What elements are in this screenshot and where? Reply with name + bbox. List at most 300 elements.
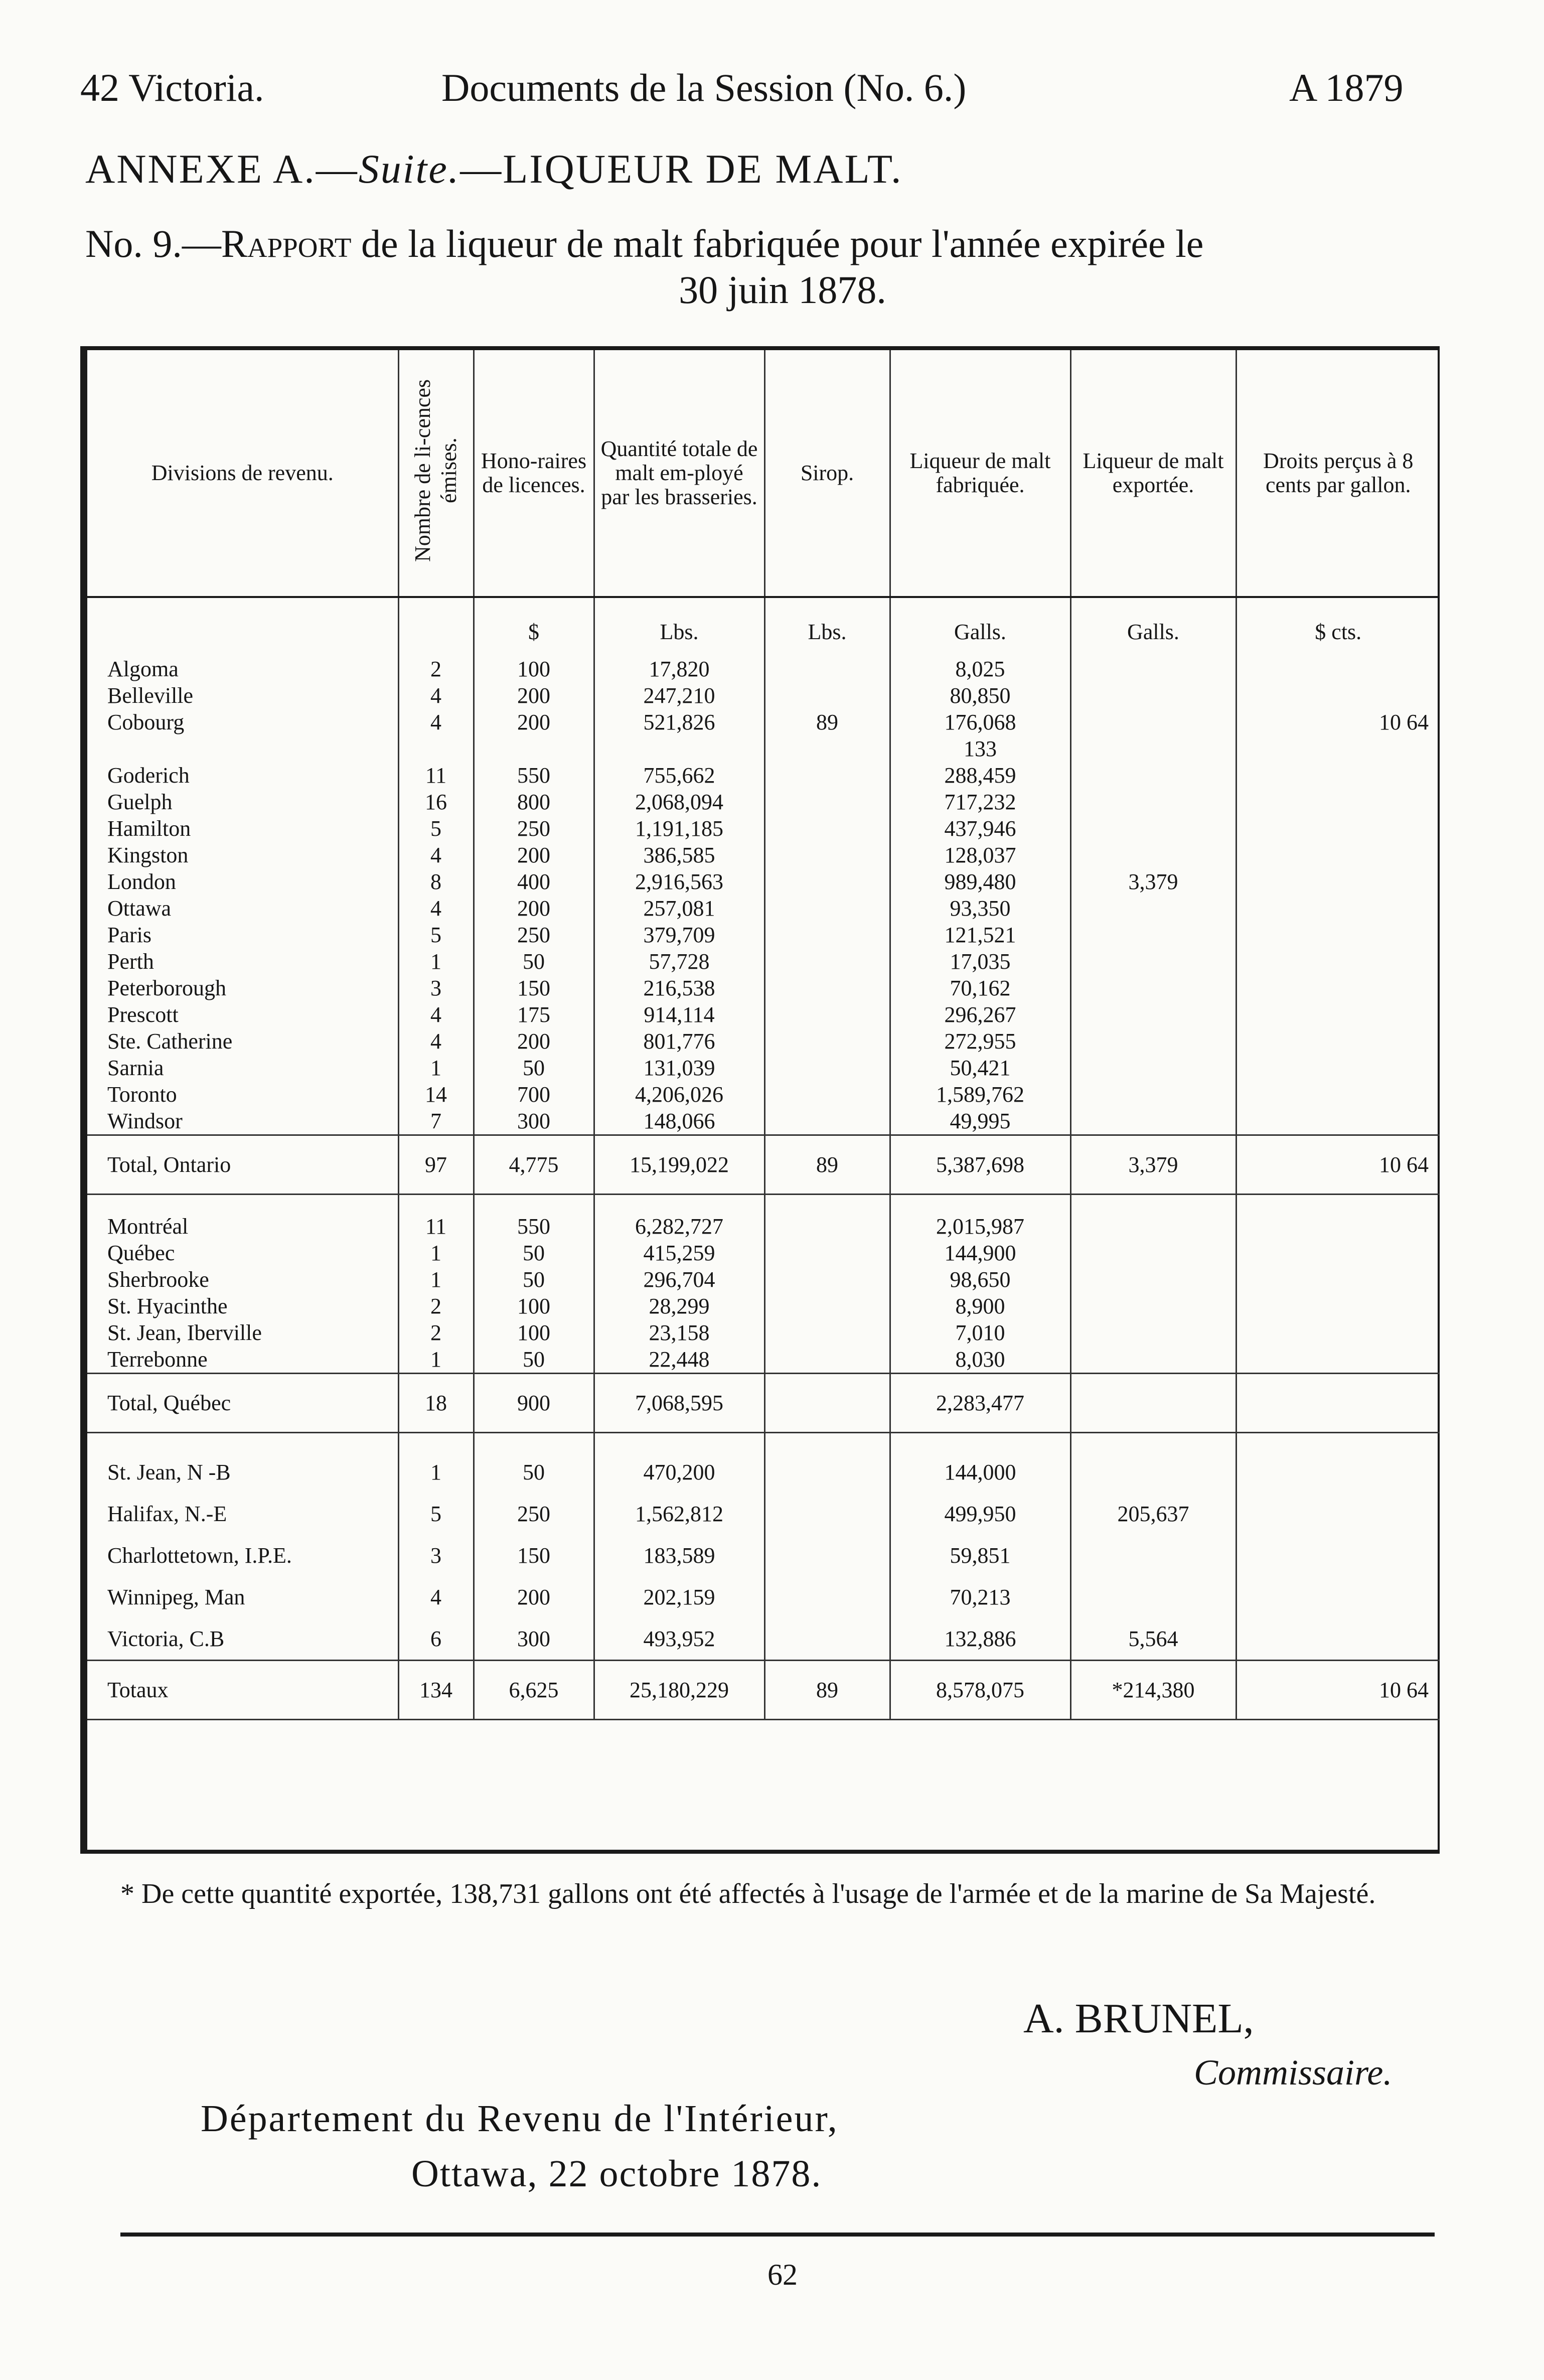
cell-duties [1236,1535,1440,1576]
cell-liquor: 8,030 [890,1346,1070,1374]
cell-malt: 415,259 [594,1240,764,1266]
cell-licences: 5 [398,1493,474,1535]
table-row [87,1240,1440,1266]
page-number: 62 [767,2258,798,2291]
cell-fees: 250 [474,922,594,948]
table-row [87,762,1440,789]
cell-fees: 550 [474,762,594,789]
cell-exported [1070,1374,1236,1433]
cell-malt: 386,585 [594,842,764,868]
table-row [87,948,1440,975]
cell-duties [1236,1346,1440,1374]
cell-liquor: 80,850 [890,682,1070,709]
cell-division: Kingston [87,842,398,868]
cell-syrup: 89 [764,709,890,735]
cell-liquor: 272,955 [890,1028,1070,1055]
table-row [87,1213,1440,1240]
cell-exported [1070,1535,1236,1576]
table-body [87,597,1440,1720]
cell-division: Algoma [87,656,398,682]
cell-exported [1070,1319,1236,1346]
cell-liquor: 128,037 [890,842,1070,868]
cell-syrup [764,922,890,948]
cell-division: Charlottetown, I.P.E. [87,1535,398,1576]
cell-malt: 379,709 [594,922,764,948]
cell-syrup [764,1001,890,1028]
cell-licences: 1 [398,1266,474,1293]
cell-duties [1236,1213,1440,1240]
cell-liquor: 717,232 [890,789,1070,815]
cell-licences: 8 [398,868,474,895]
cell-exported [1070,895,1236,922]
cell-syrup: 89 [764,1135,890,1195]
cell-exported: *214,380 [1070,1661,1236,1720]
cell-licences: 7 [398,1108,474,1135]
cell-exported [1070,1081,1236,1108]
cell-exported [1070,709,1236,735]
cell-duties [1236,682,1440,709]
annex-title-suite: Suite. [358,146,460,192]
cell-duties [1236,842,1440,868]
col-header-liquor: Liqueur de malt fabriquée. [890,350,1070,597]
table-row [87,735,1440,762]
table-row [87,682,1440,709]
cell-licences: 1 [398,1240,474,1266]
cell-syrup [764,895,890,922]
cell-syrup [764,868,890,895]
cell-exported [1070,656,1236,682]
malt-liquor-table [80,346,1440,1854]
cell-division: Windsor [87,1108,398,1135]
cell-division: Prescott [87,1001,398,1028]
cell-liquor: 132,886 [890,1618,1070,1661]
cell-division: Goderich [87,762,398,789]
annex-title-a: ANNEXE A.— [85,146,359,192]
cell-malt: 521,826 [594,709,764,735]
cell-exported [1070,1266,1236,1293]
cell-liquor: 2,283,477 [890,1374,1070,1433]
cell-fees: 250 [474,815,594,842]
cell-duties [1236,1108,1440,1135]
cell-liquor: 2,015,987 [890,1213,1070,1240]
table-row [87,922,1440,948]
cell-malt: 22,448 [594,1346,764,1374]
cell-division: Total, Ontario [87,1135,398,1195]
cell-liquor: 17,035 [890,948,1070,975]
cell-duties [1236,922,1440,948]
cell-exported: 3,379 [1070,868,1236,895]
table-row [87,1493,1440,1535]
cell-liquor: 176,068 [890,709,1070,735]
cell-fees [474,735,594,762]
cell-duties [1236,1266,1440,1293]
cell-malt: 25,180,229 [594,1661,764,1720]
cell-malt: 6,282,727 [594,1213,764,1240]
cell-malt: 1,191,185 [594,815,764,842]
cell-division: Guelph [87,789,398,815]
cell-liquor: 8,025 [890,656,1070,682]
cell-duties [1236,1319,1440,1346]
cell-licences: 1 [398,1055,474,1081]
unit-malt: Lbs. [594,597,764,656]
cell-division: Totaux [87,1661,398,1720]
table-row [87,868,1440,895]
table-row [87,1293,1440,1319]
cell-malt: 15,199,022 [594,1135,764,1195]
cell-duties: 10 64 [1236,1661,1440,1720]
cell-liquor: 296,267 [890,1001,1070,1028]
cell-licences: 2 [398,1319,474,1346]
cell-division: Cobourg [87,709,398,735]
cell-licences: 2 [398,1293,474,1319]
cell-exported [1070,735,1236,762]
report-title [85,221,1450,313]
cell-liquor: 1,589,762 [890,1081,1070,1108]
header-session-year: 42 Victoria. [80,66,264,109]
cell-syrup [764,682,890,709]
cell-licences: 3 [398,975,474,1001]
cell-licences: 5 [398,815,474,842]
table-row [87,1081,1440,1108]
cell-liquor: 133 [890,735,1070,762]
cell-division: Hamilton [87,815,398,842]
cell-fees: 200 [474,709,594,735]
cell-licences: 2 [398,656,474,682]
cell-malt: 755,662 [594,762,764,789]
cell-duties [1236,1451,1440,1493]
cell-duties [1236,1493,1440,1535]
cell-fees: 250 [474,1493,594,1535]
cell-liquor: 93,350 [890,895,1070,922]
cell-licences: 4 [398,709,474,735]
cell-malt: 2,916,563 [594,868,764,895]
cell-exported [1070,815,1236,842]
unit-liquor: Galls. [890,597,1070,656]
cell-syrup [764,1374,890,1433]
cell-liquor: 70,213 [890,1576,1070,1618]
cell-syrup [764,1028,890,1055]
cell-malt: 202,159 [594,1576,764,1618]
cell-syrup [764,1240,890,1266]
table-row [87,975,1440,1001]
cell-liquor: 50,421 [890,1055,1070,1081]
cell-malt: 247,210 [594,682,764,709]
cell-fees: 800 [474,789,594,815]
cell-liquor: 8,900 [890,1293,1070,1319]
footnote: * De cette quantité exportée, 138,731 gallons ont été affectés à l'usage de l'armée et de la marine de Sa Majesté. [120,1878,1376,1909]
cell-syrup [764,762,890,789]
col-header-syrup: Sirop. [764,350,890,597]
cell-syrup [764,656,890,682]
cell-licences: 11 [398,1213,474,1240]
cell-licences: 4 [398,1001,474,1028]
cell-malt: 57,728 [594,948,764,975]
cell-malt: 4,206,026 [594,1081,764,1108]
cell-division: Perth [87,948,398,975]
cell-duties [1236,975,1440,1001]
cell-syrup [764,948,890,975]
cell-syrup [764,1293,890,1319]
report-rapport: Rapport [221,222,352,265]
total-row-quebec [87,1374,1440,1433]
cell-fees: 200 [474,1028,594,1055]
cell-liquor: 499,950 [890,1493,1070,1535]
signature-title: Commissaire. [1194,2052,1393,2093]
cell-licences: 1 [398,1346,474,1374]
spacer-row [87,1195,1440,1214]
cell-malt: 493,952 [594,1618,764,1661]
cell-liquor: 49,995 [890,1108,1070,1135]
cell-fees: 200 [474,895,594,922]
cell-liquor: 144,000 [890,1451,1070,1493]
cell-malt [594,735,764,762]
cell-liquor: 437,946 [890,815,1070,842]
cell-malt: 1,562,812 [594,1493,764,1535]
cell-licences [398,735,474,762]
cell-syrup [764,1535,890,1576]
cell-liquor: 121,521 [890,922,1070,948]
cell-exported [1070,1108,1236,1135]
cell-division: Peterborough [87,975,398,1001]
cell-fees: 300 [474,1108,594,1135]
cell-licences: 1 [398,948,474,975]
cell-malt: 7,068,595 [594,1374,764,1433]
cell-malt: 2,068,094 [594,789,764,815]
cell-exported [1070,682,1236,709]
cell-duties [1236,789,1440,815]
cell-licences: 97 [398,1135,474,1195]
total-row-ontario [87,1135,1440,1195]
cell-exported [1070,762,1236,789]
table-row [87,1028,1440,1055]
unit-duties: $ cts. [1315,620,1362,644]
cell-duties [1236,868,1440,895]
annex-title [85,145,903,193]
cell-syrup [764,1055,890,1081]
cell-licences: 1 [398,1451,474,1493]
cell-malt: 183,589 [594,1535,764,1576]
cell-syrup [764,1346,890,1374]
cell-fees: 50 [474,1240,594,1266]
cell-malt: 216,538 [594,975,764,1001]
cell-liquor: 8,578,075 [890,1661,1070,1720]
cell-syrup [764,789,890,815]
cell-exported [1070,1576,1236,1618]
cell-licences: 3 [398,1535,474,1576]
table-row [87,1055,1440,1081]
cell-fees: 6,625 [474,1661,594,1720]
cell-licences: 14 [398,1081,474,1108]
cell-fees: 200 [474,682,594,709]
cell-division: Montréal [87,1213,398,1240]
signature-name: A. BRUNEL, [1023,1995,1254,2042]
cell-exported [1070,1213,1236,1240]
cell-division: St. Jean, N -B [87,1451,398,1493]
table-row [87,895,1440,922]
cell-fees: 50 [474,948,594,975]
cell-exported [1070,842,1236,868]
table-row [87,1108,1440,1135]
cell-fees: 50 [474,1451,594,1493]
cell-malt: 17,820 [594,656,764,682]
cell-malt: 131,039 [594,1055,764,1081]
cell-fees: 100 [474,1293,594,1319]
cell-liquor: 70,162 [890,975,1070,1001]
cell-division: Ste. Catherine [87,1028,398,1055]
cell-exported [1070,1240,1236,1266]
cell-exported [1070,922,1236,948]
cell-fees: 100 [474,656,594,682]
table-row [87,789,1440,815]
cell-exported [1070,789,1236,815]
cell-division: Ottawa [87,895,398,922]
cell-malt: 914,114 [594,1001,764,1028]
cell-malt: 148,066 [594,1108,764,1135]
cell-division: Paris [87,922,398,948]
cell-liquor: 59,851 [890,1535,1070,1576]
table-row [87,1266,1440,1293]
cell-division: Québec [87,1240,398,1266]
col-header-malt: Quantité totale de malt em-ployé par les brasseries. [594,350,764,597]
col-header-exported: Liqueur de malt exportée. [1070,350,1236,597]
cell-duties [1236,1055,1440,1081]
cell-exported: 3,379 [1070,1135,1236,1195]
cell-division: Terrebonne [87,1346,398,1374]
table-row [87,709,1440,735]
cell-syrup: 89 [764,1661,890,1720]
spacer-row [87,1433,1440,1452]
cell-duties [1236,762,1440,789]
cell-duties: 10 64 [1236,1135,1440,1195]
cell-division: Victoria, C.B [87,1618,398,1661]
table-row [87,842,1440,868]
cell-malt: 296,704 [594,1266,764,1293]
cell-syrup [764,842,890,868]
cell-malt: 28,299 [594,1293,764,1319]
cell-division: London [87,868,398,895]
table-row [87,1346,1440,1374]
cell-syrup [764,1108,890,1135]
table-row [87,1618,1440,1661]
cell-liquor: 98,650 [890,1266,1070,1293]
cell-division: St. Jean, Iberville [87,1319,398,1346]
cell-fees: 100 [474,1319,594,1346]
cell-fees: 550 [474,1213,594,1240]
cell-division: Halifax, N.-E [87,1493,398,1535]
cell-licences: 4 [398,682,474,709]
cell-duties [1236,735,1440,762]
cell-syrup [764,1081,890,1108]
cell-licences: 5 [398,922,474,948]
cell-syrup [764,1493,890,1535]
cell-exported [1070,975,1236,1001]
cell-fees: 200 [474,842,594,868]
cell-fees: 50 [474,1055,594,1081]
cell-licences: 4 [398,1576,474,1618]
cell-licences: 134 [398,1661,474,1720]
cell-syrup [764,815,890,842]
cell-division: St. Hyacinthe [87,1293,398,1319]
cell-licences: 4 [398,1028,474,1055]
cell-exported: 205,637 [1070,1493,1236,1535]
cell-fees: 300 [474,1618,594,1661]
cell-duties [1236,1576,1440,1618]
unit-fees: $ [474,597,594,656]
cell-syrup [764,975,890,1001]
cell-syrup [764,1576,890,1618]
page-rule [120,2233,1435,2237]
cell-division: Total, Québec [87,1374,398,1433]
cell-exported [1070,1055,1236,1081]
table-row [87,1001,1440,1028]
col-header-licences: Nombre de li-cences émises. [398,350,474,597]
cell-division: Toronto [87,1081,398,1108]
cell-malt: 470,200 [594,1451,764,1493]
cell-syrup [764,1618,890,1661]
cell-malt: 23,158 [594,1319,764,1346]
cell-duties [1236,1618,1440,1661]
cell-exported [1070,1001,1236,1028]
cell-exported [1070,1451,1236,1493]
cell-malt: 257,081 [594,895,764,922]
unit-exported: Galls. [1070,597,1236,656]
unit-syrup: Lbs. [764,597,890,656]
annex-title-b: —LIQUEUR DE MALT. [460,146,903,192]
cell-duties: 10 64 [1379,710,1429,734]
cell-exported [1070,1028,1236,1055]
cell-division: Sarnia [87,1055,398,1081]
cell-duties [1236,1081,1440,1108]
cell-exported [1070,1293,1236,1319]
table-row [87,1451,1440,1493]
col-header-fees: Hono-raires de licences. [474,350,594,597]
cell-duties [1236,815,1440,842]
cell-duties [1236,1293,1440,1319]
cell-fees: 150 [474,1535,594,1576]
table-row [87,1576,1440,1618]
cell-syrup [764,1213,890,1240]
cell-licences: 6 [398,1618,474,1661]
table-row [87,656,1440,682]
cell-fees: 150 [474,975,594,1001]
units-row [87,597,1440,656]
cell-fees: 400 [474,868,594,895]
cell-division: Winnipeg, Man [87,1576,398,1618]
cell-syrup [764,1266,890,1293]
cell-malt: 801,776 [594,1028,764,1055]
cell-fees: 700 [474,1081,594,1108]
cell-liquor: 5,387,698 [890,1135,1070,1195]
cell-licences: 4 [398,895,474,922]
header-document-title: Documents de la Session (No. 6.) [441,66,967,109]
department-place-date: Ottawa, 22 octobre 1878. [411,2153,822,2195]
cell-licences: 4 [398,842,474,868]
grand-total-row [87,1661,1440,1720]
col-header-duties: Droits perçus à 8 cents par gallon. [1236,350,1440,597]
cell-division: Sherbrooke [87,1266,398,1293]
cell-licences: 18 [398,1374,474,1433]
report-text: de la liqueur de malt fabriquée pour l'année expirée le [351,222,1204,265]
cell-division [87,735,398,762]
cell-duties [1236,656,1440,682]
cell-licences: 16 [398,789,474,815]
header-year: A 1879 [1289,66,1404,109]
cell-duties [1236,948,1440,975]
cell-fees: 50 [474,1346,594,1374]
department-name: Département du Revenu de l'Intérieur, [201,2098,839,2140]
cell-duties [1236,895,1440,922]
cell-duties [1236,1001,1440,1028]
